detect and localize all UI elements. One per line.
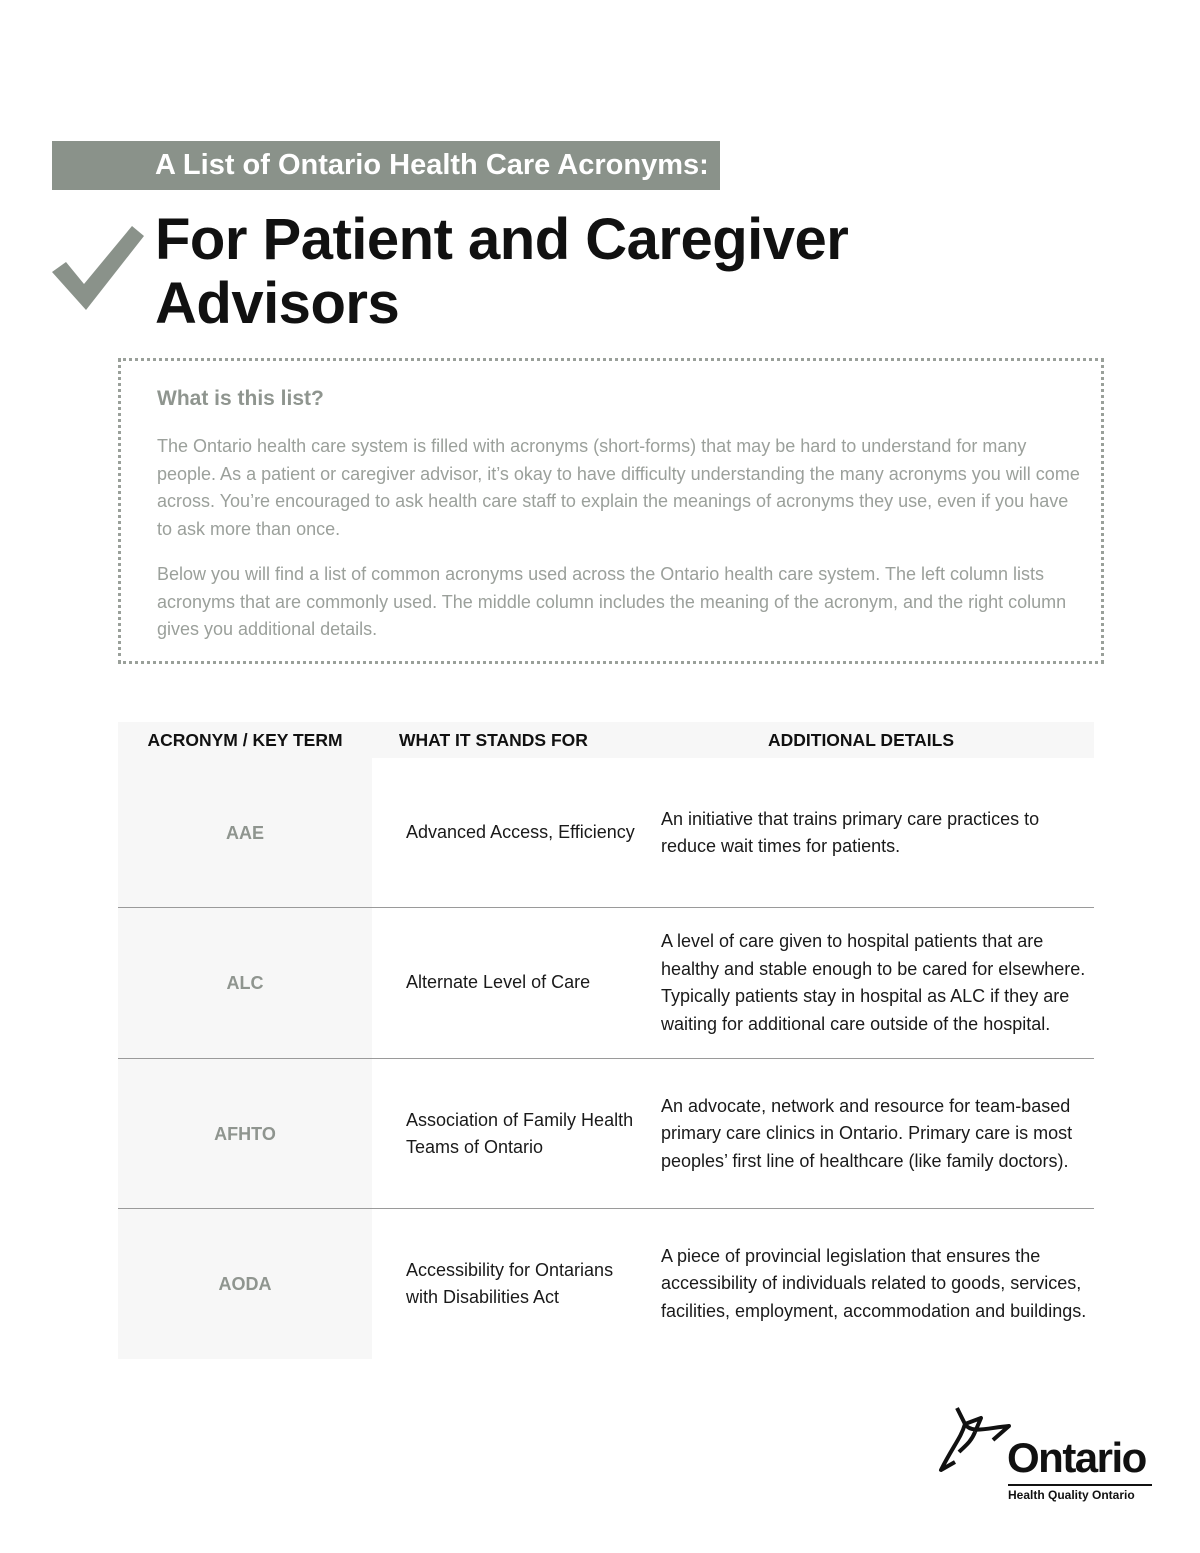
checkmark-icon xyxy=(52,226,144,314)
column-header-stands-for: WHAT IT STANDS FOR xyxy=(372,722,628,758)
intro-paragraph-1: The Ontario health care system is filled with acronyms (short-forms) that may be hard to understand for many people. As a patient or caregiver advisor, it’s okay to have difficulty understanding the many acronyms you will come across. You’re encouraged to ask health care staff to explain the meanings of acronyms they use, even if you have to ask more than once. xyxy=(157,436,1080,539)
logo-subtitle: Health Quality Ontario xyxy=(1008,1488,1135,1502)
intro-heading: What is this list? xyxy=(157,387,324,410)
acronym-cell xyxy=(118,1059,372,1209)
acronym-text: ALC xyxy=(226,972,264,993)
acronym-cell xyxy=(118,1209,372,1359)
stands-for-cell: Advanced Access, Efficiency xyxy=(406,822,635,843)
table-row xyxy=(118,907,1094,1058)
table-row xyxy=(118,1208,1094,1359)
details-cell: An advocate, network and resource for team-based primary care clinics in Ontario. Primary care is most peoples’ first line of healthcare (like family doctors). xyxy=(661,1095,1073,1171)
details-cell: An initiative that trains primary care practices to reduce wait times for patients. xyxy=(661,808,1040,856)
banner-title: A List of Ontario Health Care Acronyms: xyxy=(155,149,709,181)
acronym-cell xyxy=(118,758,372,908)
details-cell: A level of care given to hospital patients that are healthy and stable enough to be cared for elsewhere. Typically patients stay in hospital as ALC if they are waiting for additional care outside of the hospital. xyxy=(661,931,1086,1034)
table-row xyxy=(118,758,1094,908)
stands-for-cell: Association of Family Health Teams of Ontario xyxy=(406,1109,634,1157)
header-banner xyxy=(52,141,720,190)
title-line-1: For Patient and Caregiver xyxy=(155,207,849,272)
trillium-logo-icon xyxy=(935,1404,1015,1479)
column-header-details: ADDITIONAL DETAILS xyxy=(628,722,1094,758)
details-cell: A piece of provincial legislation that ensures the accessibility of individuals related to goods, services, facilities, employment, accommodation and buildings. xyxy=(661,1245,1087,1321)
acronym-text: AAE xyxy=(225,822,264,843)
stands-for-cell: Alternate Level of Care xyxy=(406,972,591,993)
title-line-2: Advisors xyxy=(155,271,400,336)
intro-paragraph-2: Below you will find a list of common acronyms used across the Ontario health care system. The left column lists acronyms that are commonly used. The middle column includes the meaning of the acronym, and the right column gives you additional details. xyxy=(157,564,1067,639)
stands-for-cell: Accessibility for Ontarians with Disabilities Act xyxy=(406,1259,614,1307)
ontario-logo xyxy=(935,1404,1155,1504)
logo-divider xyxy=(1008,1484,1152,1486)
column-header-acronym: ACRONYM / KEY TERM xyxy=(118,722,372,758)
logo-wordmark: Ontario xyxy=(1007,1434,1146,1481)
acronym-cell xyxy=(118,908,372,1058)
acronym-text: AFHTO xyxy=(214,1123,276,1144)
table-row xyxy=(118,1058,1094,1209)
acronym-text: AODA xyxy=(218,1273,272,1294)
page-title xyxy=(155,208,848,336)
intro-box xyxy=(118,358,1104,664)
